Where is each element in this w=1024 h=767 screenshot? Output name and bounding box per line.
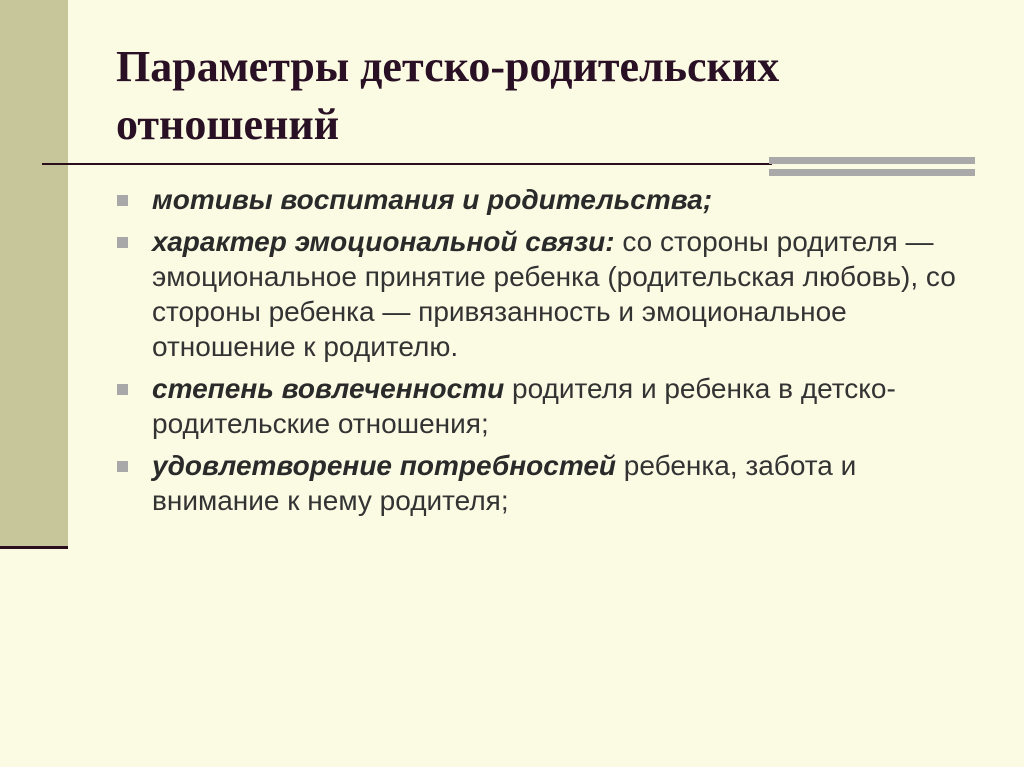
- bullet-text: родителя и ребенка в детско-родительские отношения;: [152, 373, 896, 439]
- title-accent-bars: [769, 157, 975, 179]
- bullet-item-needs: [114, 448, 974, 518]
- bullet-text: со стороны родителя — эмоциональное принятие ребенка (родительская любовь), со стороны ребенка — привязанность и эмоциональное отношение к родителю.: [152, 226, 956, 362]
- square-bullet-icon: [117, 195, 128, 206]
- left-decorative-band: [0, 0, 68, 548]
- bullet-emphasis: удовлетворение потребностей: [152, 450, 617, 481]
- left-band-rule: [0, 546, 68, 549]
- bullet-item-involvement: [114, 371, 974, 441]
- bullet-text: ребенка, забота и внимание к нему родителя;: [152, 450, 857, 516]
- bullet-emphasis: мотивы воспитания и родительства;: [152, 184, 713, 215]
- square-bullet-icon: [117, 384, 128, 395]
- slide-title: Параметры детско-родительских отношений: [116, 42, 780, 149]
- square-bullet-icon: [117, 237, 128, 248]
- accent-bar-bottom: [769, 169, 975, 176]
- accent-bar-top: [769, 157, 975, 164]
- bullet-item-motives: [114, 182, 974, 217]
- title-underline-rule: [42, 163, 772, 165]
- bullet-list: [114, 182, 974, 525]
- bullet-emphasis: степень вовлеченности: [152, 373, 505, 404]
- bullet-emphasis: характер эмоциональной связи:: [152, 226, 615, 257]
- bullet-item-emotional-bond: [114, 224, 974, 364]
- square-bullet-icon: [117, 461, 128, 472]
